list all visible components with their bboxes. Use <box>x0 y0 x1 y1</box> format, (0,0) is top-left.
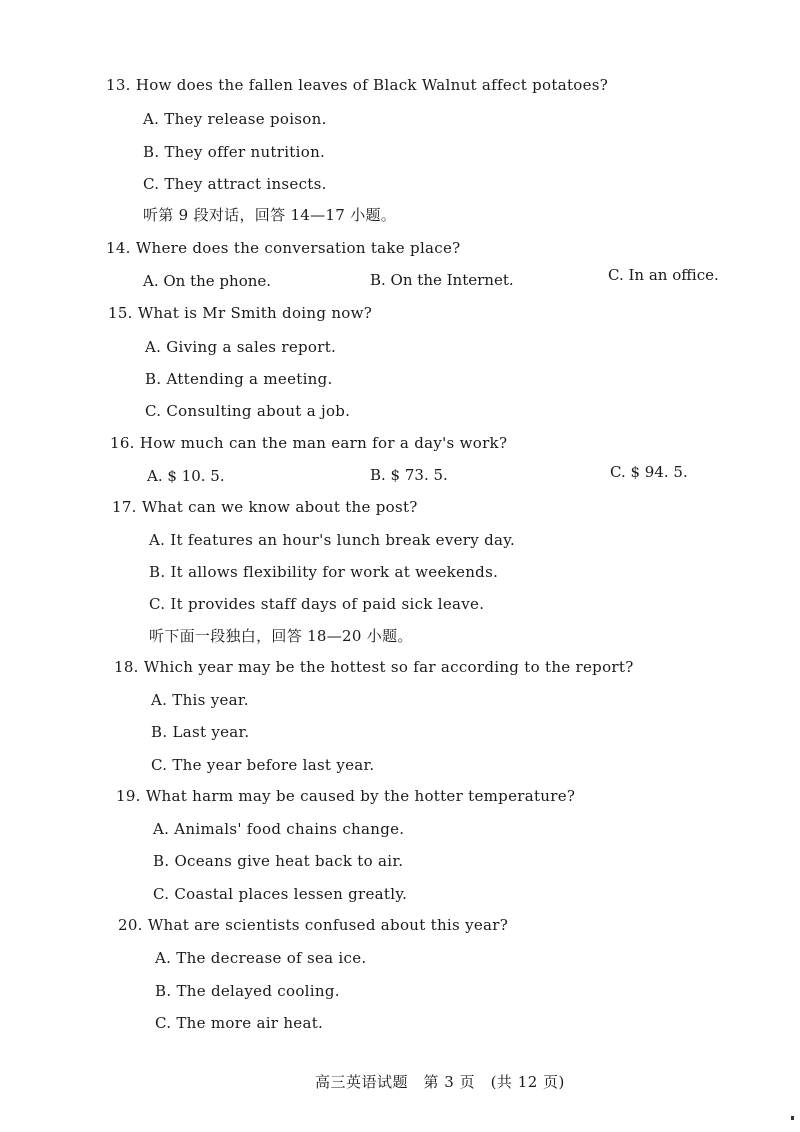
question-13: 13. How does the fallen leaves of Black Walnut affect potatoes? <box>106 76 609 94</box>
q18-option-b: B. Last year. <box>151 723 250 741</box>
section-instruction-9: 听第 9 段对话，回答 14—17 小题。 <box>143 206 397 224</box>
q16-option-c: C. $ 94. 5. <box>610 463 688 481</box>
q13-option-a: A. They release poison. <box>143 110 327 128</box>
q20-option-b: B. The delayed cooling. <box>155 982 340 1000</box>
q15-option-a: A. Giving a sales report. <box>145 338 337 356</box>
q14-option-c: C. In an office. <box>608 266 719 284</box>
q19-option-c: C. Coastal places lessen greatly. <box>153 885 408 903</box>
section-instruction-monologue: 听下面一段独白，回答 18—20 小题。 <box>149 627 413 645</box>
q19-option-b: B. Oceans give heat back to air. <box>153 852 404 870</box>
q17-option-c: C. It provides staff days of paid sick leave. <box>149 595 485 613</box>
q18-option-a: A. This year. <box>151 691 249 709</box>
q16-option-b: B. $ 73. 5. <box>370 466 448 484</box>
question-20: 20. What are scientists confused about this year? <box>118 916 509 934</box>
question-14: 14. Where does the conversation take place? <box>106 239 461 257</box>
question-16: 16. How much can the man earn for a day's work? <box>110 434 508 452</box>
q19-option-a: A. Animals' food chains change. <box>153 820 405 838</box>
question-15: 15. What is Mr Smith doing now? <box>108 304 373 322</box>
question-17: 17. What can we know about the post? <box>112 498 418 516</box>
q20-option-c: C. The more air heat. <box>155 1014 324 1032</box>
q13-option-c: C. They attract insects. <box>143 175 327 193</box>
q14-option-b: B. On the Internet. <box>370 271 514 289</box>
q17-option-b: B. It allows flexibility for work at weekends. <box>149 563 499 581</box>
page-footer: 高三英语试题 第 3 页 (共 12 页) <box>315 1073 565 1091</box>
q13-option-b: B. They offer nutrition. <box>143 143 326 161</box>
q14-option-a: A. On the phone. <box>143 272 272 290</box>
q15-option-c: C. Consulting about a job. <box>145 402 351 420</box>
scan-mark <box>791 1116 794 1120</box>
q15-option-b: B. Attending a meeting. <box>145 370 333 388</box>
q16-option-a: A. $ 10. 5. <box>147 467 225 485</box>
question-18: 18. Which year may be the hottest so far according to the report? <box>114 658 634 676</box>
q20-option-a: A. The decrease of sea ice. <box>155 949 367 967</box>
question-19: 19. What harm may be caused by the hotter temperature? <box>116 787 576 805</box>
q18-option-c: C. The year before last year. <box>151 756 375 774</box>
q17-option-a: A. It features an hour's lunch break every day. <box>149 531 516 549</box>
